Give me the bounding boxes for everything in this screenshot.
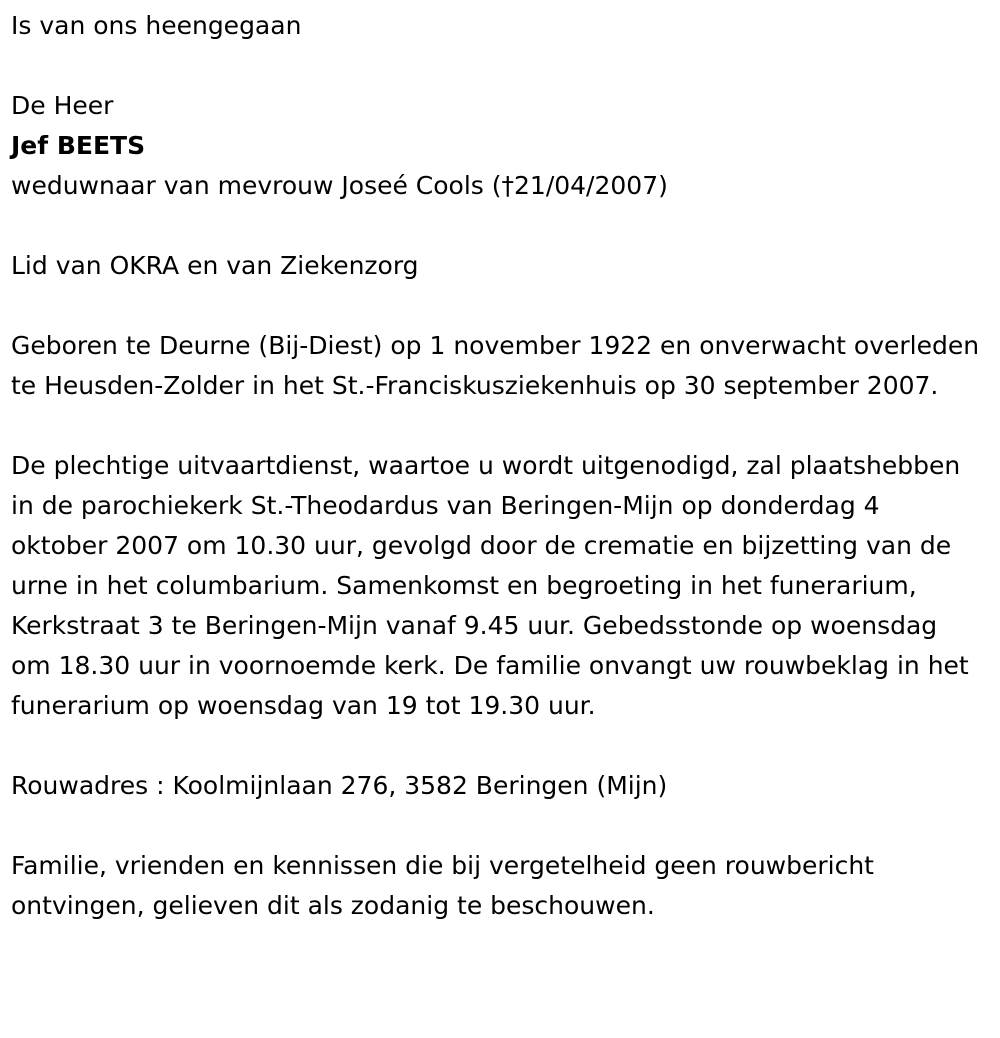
spouse-line: weduwnaar van mevrouw Joseé Cools (†21/04/2007) xyxy=(11,171,668,200)
spacer xyxy=(11,806,981,846)
salutation: De Heer xyxy=(11,91,114,120)
spacer xyxy=(11,726,981,766)
closing-paragraph: Familie, vrienden en kennissen die bij vergetelheid geen rouwbericht ontvingen, gelieven dit als zodanig te beschouwen. xyxy=(11,851,874,920)
spacer xyxy=(11,406,981,446)
deceased-name: Jef BEETS xyxy=(11,131,146,160)
birth-death-paragraph: Geboren te Deurne (Bij-Diest) op 1 november 1922 en onverwacht overleden te Heusden-Zolder in het St.-Franciskusziekenhuis op 30 september 2007. xyxy=(11,331,980,400)
funeral-details-paragraph: De plechtige uitvaartdienst, waartoe u wordt uitgenodigd, zal plaatshebben in de parochiekerk St.-Theodardus van Beringen-Mijn op donderdag 4 oktober 2007 om 10.30 uur, gevolgd door de crematie en bijzetting van de urne in het columbarium. Samenkomst en begroeting in het funerarium, Kerkstraat 3 te Beringen-Mijn vanaf 9.45 uur. Gebedsstonde op woensdag om 18.30 uur in voornoemde kerk. De familie onvangt uw rouwbeklag in het funerarium op woensdag van 19 tot 19.30 uur. xyxy=(11,451,969,720)
death-notice xyxy=(11,6,981,926)
intro-line: Is van ons heengegaan xyxy=(11,11,302,40)
spacer xyxy=(11,46,981,86)
spacer xyxy=(11,206,981,246)
mourning-address: Rouwadres : Koolmijnlaan 276, 3582 Beringen (Mijn) xyxy=(11,771,668,800)
memberships: Lid van OKRA en van Ziekenzorg xyxy=(11,251,419,280)
spacer xyxy=(11,286,981,326)
